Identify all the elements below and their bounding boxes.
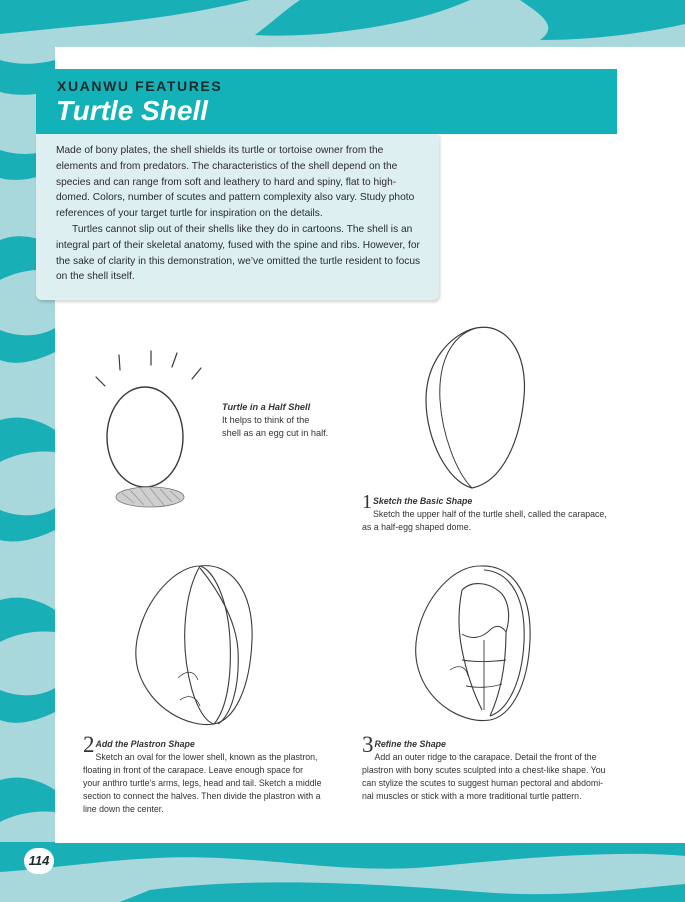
plastron-sketch [130,560,270,730]
step-3-caption [362,732,624,803]
step-line: plastron with bony scutes sculpted into a chest-like shape. You [362,765,606,775]
half-shell-caption [222,401,362,440]
step-title: Add the Plastron Shape [95,739,195,749]
step-line: Add an outer ridge to the carapace. Detail the front of the [374,752,597,762]
caption-title: Turtle in a Half Shell [222,402,311,412]
intro-box [36,134,439,300]
step-2-caption [83,732,338,816]
step-1-caption [362,491,622,534]
step-line: floating in front of the carapace. Leave enough space for [83,765,304,775]
carapace-sketch [420,322,535,492]
section-kicker: XUANWU FEATURES [57,78,223,94]
refined-shell-sketch [410,560,540,725]
step-line: line down the center. [83,804,164,814]
intro-paragraph: Made of bony plates, the shell shields its turtle or tortoise owner from the elements and from predators. The characteristics of the shell depend on the species and can range from soft and leathery to hard and spiny, flat to high-domed. Colors, number of scutes and pattern complexity also vary. Study photo references of your target turtle for inspiration on the details. [56,145,415,220]
step-number: 2 [83,732,95,757]
step-title: Refine the Shape [374,739,446,749]
caption-line: It helps to think of the [222,415,310,425]
page-number: 114 [24,848,54,874]
step-number: 3 [362,732,374,757]
step-line: nal muscles or stick with a more traditional turtle pattern. [362,791,582,801]
egg-illustration [90,350,210,520]
page-title: Turtle Shell [56,95,208,126]
caption-line: shell as an egg cut in half. [222,428,329,438]
step-number: 1 [362,491,372,513]
step-line: Sketch the upper half of the turtle shell, called the carapace, [373,509,607,519]
step-title: Sketch the Basic Shape [373,496,473,506]
step-line: can stylize the scutes to suggest human pectoral and abdomi- [362,778,604,788]
step-line: Sketch an oval for the lower shell, known as the plastron, [95,752,318,762]
step-line: your anthro turtle’s arms, legs, head and tail. Sketch a middle [83,778,322,788]
step-line: as a half-egg shaped dome. [362,522,472,532]
step-line: section to connect the halves. Then divide the plastron with a [83,791,321,801]
intro-paragraph: Turtles cannot slip out of their shells like they do in cartoons. The shell is an integral part of their skeletal anatomy, fused with the spine and ribs. However, for the sake of clarity in this demonstration, we’ve omitted the turtle resident to focus on the shell itself. [56,223,421,283]
